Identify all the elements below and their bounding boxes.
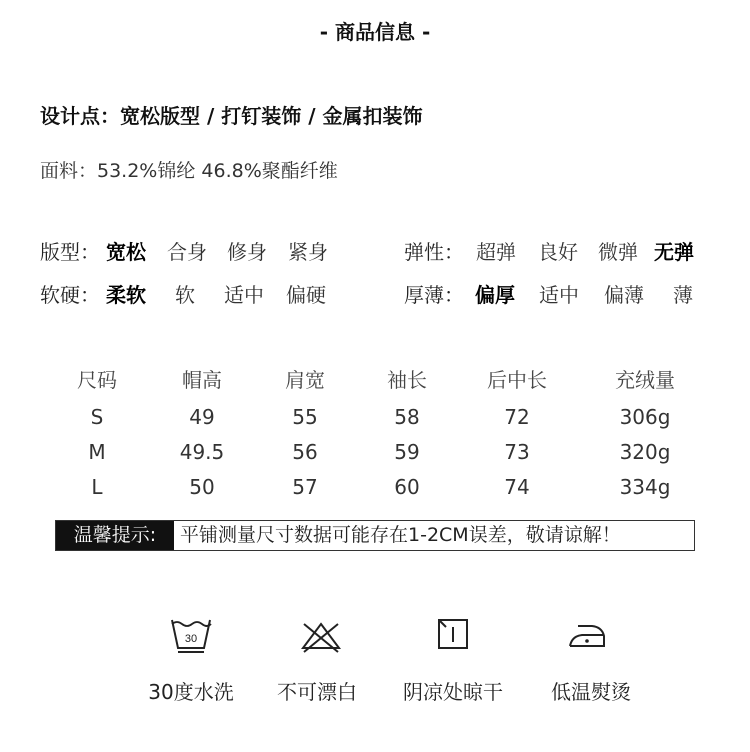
fit-option: 紧身	[288, 240, 328, 264]
wash-30-icon	[168, 614, 214, 658]
care-label-bleach: 不可漂白	[277, 680, 357, 704]
thickness-option: 偏薄	[604, 283, 644, 307]
fabric-composition: 面料：53.2%锦纶 46.8%聚酯纤维	[40, 160, 338, 182]
measurement-tip	[55, 520, 695, 551]
softness-option: 软	[175, 283, 195, 307]
thickness-label: 厚薄：	[404, 283, 464, 307]
table-cell: 56	[292, 440, 318, 464]
care-label-wash: 30度水洗	[148, 680, 234, 704]
fit-option: 修身	[227, 240, 267, 264]
softness-option: 适中	[224, 283, 264, 307]
table-cell: 334g	[619, 475, 671, 499]
header-sleeve-length: 袖长	[387, 368, 427, 392]
table-cell: 49.5	[179, 440, 225, 464]
no-bleach-icon	[298, 614, 344, 658]
table-cell: 72	[504, 405, 530, 429]
table-cell: 60	[394, 475, 420, 499]
table-cell: S	[90, 405, 104, 429]
table-cell: 74	[504, 475, 530, 499]
table-cell: 57	[292, 475, 318, 499]
header-size: 尺码	[77, 368, 117, 392]
softness-option: 偏硬	[286, 283, 326, 307]
table-cell: 58	[394, 405, 420, 429]
care-label-dry: 阴凉处晾干	[403, 680, 503, 704]
tip-text: 平铺测量尺寸数据可能存在1-2CM误差，敬请谅解！	[180, 524, 621, 546]
table-cell: 55	[292, 405, 318, 429]
table-cell: 59	[394, 440, 420, 464]
table-cell: M	[88, 440, 106, 464]
header-down-fill: 充绒量	[615, 368, 675, 392]
dry-in-shade-icon	[430, 614, 476, 658]
fit-option: 合身	[167, 240, 207, 264]
table-cell: L	[91, 475, 103, 499]
table-cell: 306g	[619, 405, 671, 429]
softness-label: 软硬：	[40, 283, 100, 307]
softness-option: 柔软	[106, 283, 146, 307]
tip-label: 温馨提示:	[56, 521, 174, 550]
elasticity-option: 良好	[538, 240, 578, 264]
table-cell: 50	[189, 475, 215, 499]
fit-label: 版型：	[40, 240, 100, 264]
elasticity-option: 无弹	[654, 240, 694, 264]
care-label-iron: 低温熨烫	[551, 680, 631, 704]
header-shoulder-width: 肩宽	[285, 368, 325, 392]
table-cell: 320g	[619, 440, 671, 464]
page-title: - 商品信息 -	[319, 20, 431, 44]
thickness-option: 适中	[539, 283, 579, 307]
header-hood-height: 帽高	[182, 368, 222, 392]
elasticity-label: 弹性：	[404, 240, 464, 264]
elasticity-option: 微弹	[598, 240, 638, 264]
thickness-option: 薄	[673, 283, 693, 307]
thickness-option: 偏厚	[475, 283, 515, 307]
low-iron-icon	[564, 614, 610, 658]
design-points: 设计点：宽松版型 / 打钉装饰 / 金属扣装饰	[40, 104, 423, 128]
table-cell: 49	[189, 405, 215, 429]
elasticity-option: 超弹	[476, 240, 516, 264]
header-back-length: 后中长	[487, 368, 547, 392]
table-cell: 73	[504, 440, 530, 464]
fit-option: 宽松	[106, 240, 146, 264]
wash-temperature: 30	[184, 633, 198, 645]
